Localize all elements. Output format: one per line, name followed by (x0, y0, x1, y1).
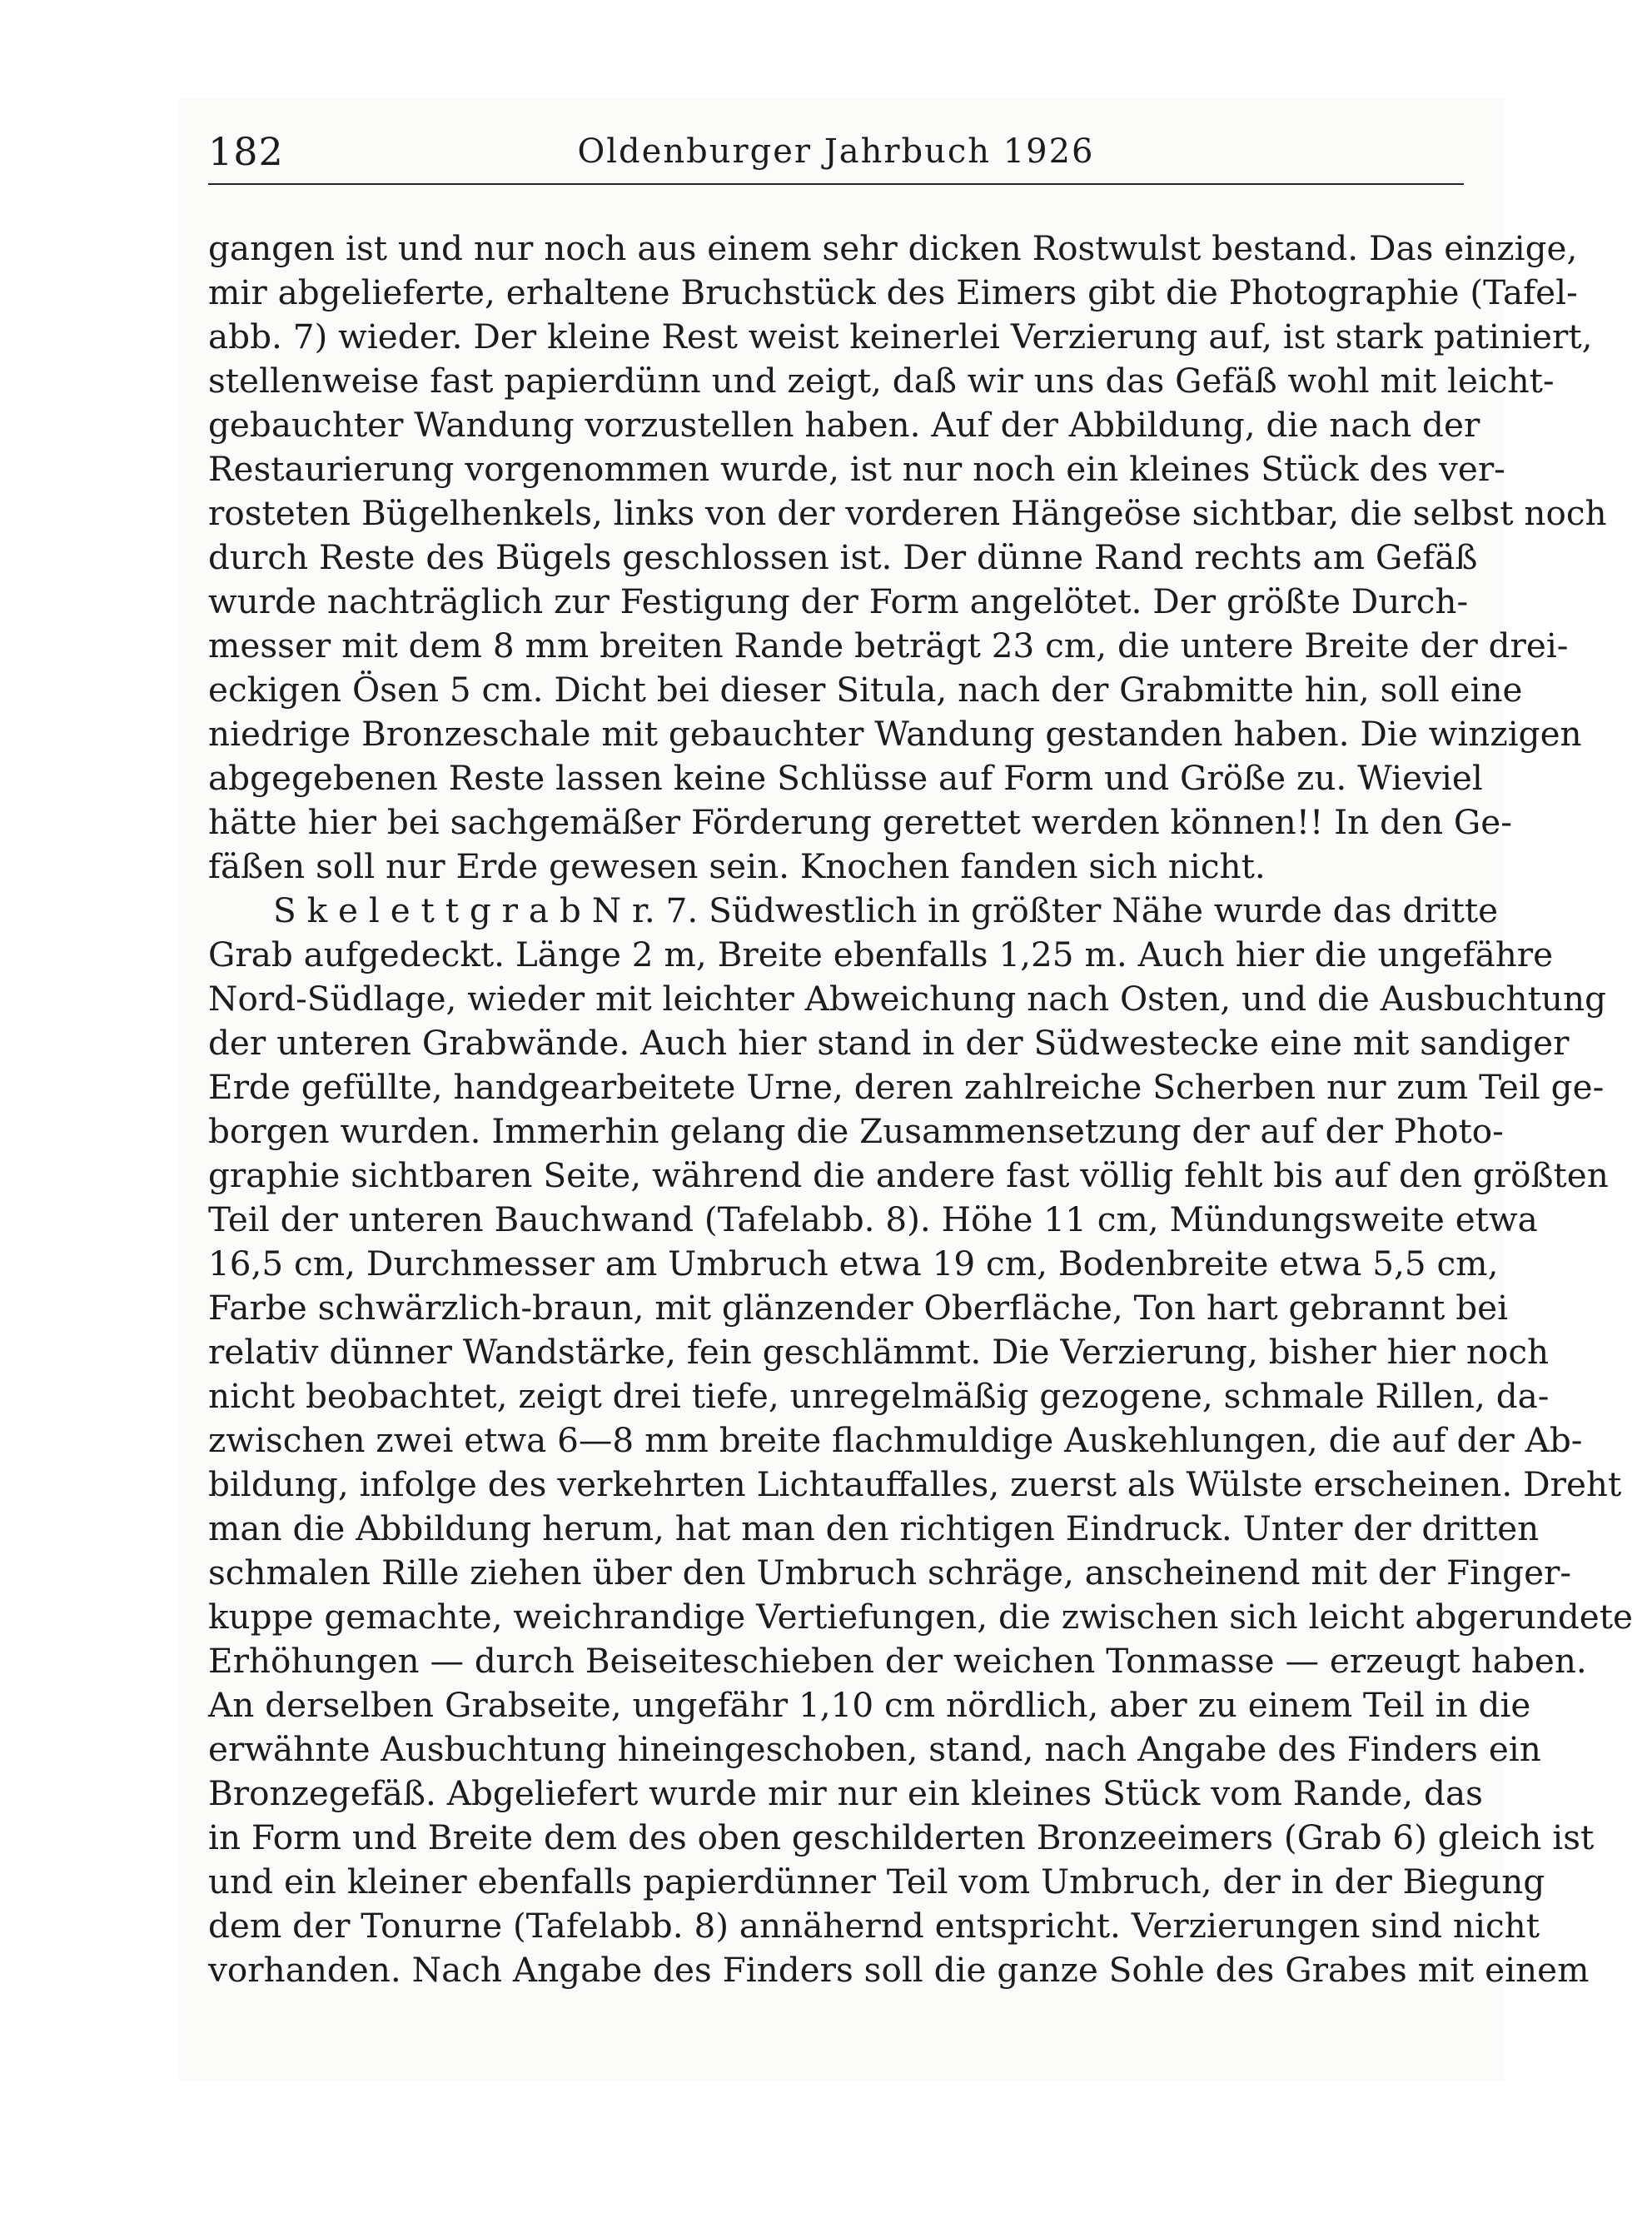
text-line: man die Abbildung herum, hat man den richtigen Eindruck. Unter der dritten (208, 1508, 1540, 1548)
section-heading-line: S k e l e t t g r a b N r. 7. Südwestlich in größter Nähe wurde das dritte (273, 890, 1499, 930)
text-line: niedrige Bronzeschale mit gebauchter Wandung gestanden haben. Die winzigen (208, 714, 1582, 754)
text-line: An derselben Grabseite, ungefähr 1,10 cm nördlich, aber zu einem Teil in die (208, 1685, 1531, 1725)
text-line: durch Reste des Bügels geschlossen ist. Der dünne Rand rechts am Gefäß (208, 537, 1478, 577)
running-title: Oldenburger Jahrbuch 1926 (577, 132, 1095, 171)
page-header (208, 125, 1464, 185)
page-number: 182 (208, 129, 284, 174)
text-line: relativ dünner Wandstärke, fein geschlämmt. Die Verzierung, bisher hier noch (208, 1332, 1550, 1372)
text-line: dem der Tonurne (Tafelabb. 8) annähernd entspricht. Verzierungen sind nicht (208, 1906, 1540, 1946)
text-line: erwähnte Ausbuchtung hineingeschoben, stand, nach Angabe des Finders ein (208, 1729, 1541, 1769)
text-line: schmalen Rille ziehen über den Umbruch schräge, anscheinend mit der Finger- (208, 1553, 1572, 1592)
text-line: gebauchter Wandung vorzustellen haben. Auf der Abbildung, die nach der (208, 405, 1480, 445)
text-line: gangen ist und nur noch aus einem sehr dicken Rostwulst bestand. Das einzige, (208, 228, 1578, 268)
text-line: fäßen soll nur Erde gewesen sein. Knochen fanden sich nicht. (208, 846, 1266, 886)
text-line: mir abgelieferte, erhaltene Bruchstück des Eimers gibt die Photographie (Tafel- (208, 272, 1578, 312)
text-line: Grab aufgedeckt. Länge 2 m, Breite ebenfalls 1,25 m. Auch hier die ungefähre (208, 935, 1554, 974)
text-line: wurde nachträglich zur Festigung der Form angelötet. Der größte Durch- (208, 581, 1469, 621)
header-rule (208, 183, 1464, 185)
text-line: nicht beobachtet, zeigt drei tiefe, unregelmäßig gezogene, schmale Rillen, da- (208, 1376, 1550, 1416)
text-line: bildung, infolge des verkehrten Lichtauffalles, zuerst als Wülste erscheinen. Dreht (208, 1464, 1622, 1504)
text-line: rosteten Bügelhenkels, links von der vorderen Hängeöse sichtbar, die selbst noch (208, 493, 1607, 533)
text-line: hätte hier bei sachgemäßer Förderung gerettet werden können!! In den Ge- (208, 802, 1512, 842)
text-line: abgegebenen Reste lassen keine Schlüsse auf Form und Größe zu. Wieviel (208, 758, 1483, 798)
text-line: zwischen zwei etwa 6—8 mm breite flachmuldige Auskehlungen, die auf der Ab- (208, 1420, 1583, 1460)
text-line: messer mit dem 8 mm breiten Rande beträgt 23 cm, die untere Breite der drei- (208, 626, 1569, 665)
text-line: eckigen Ösen 5 cm. Dicht bei dieser Situla, nach der Grabmitte hin, soll eine (208, 670, 1523, 710)
text-line: Restaurierung vorgenommen wurde, ist nur noch ein kleines Stück des ver- (208, 449, 1505, 489)
text-line: Farbe schwärzlich-braun, mit glänzender Oberfläche, Ton hart gebrannt bei (208, 1288, 1509, 1328)
text-line: kuppe gemachte, weichrandige Vertiefungen, die zwischen sich leicht abgerundete (208, 1597, 1633, 1637)
text-line: Erhöhungen — durch Beiseiteschieben der weichen Tonmasse — erzeugt haben. (208, 1641, 1587, 1681)
text-line: Teil der unteren Bauchwand (Tafelabb. 8). Höhe 11 cm, Mündungsweite etwa (208, 1199, 1538, 1239)
text-line: stellenweise fast papierdünn und zeigt, daß wir uns das Gefäß wohl mit leicht- (208, 361, 1555, 401)
text-line: Nord-Südlage, wieder mit leichter Abweichung nach Osten, und die Ausbuchtung (208, 979, 1606, 1019)
text-line: 16,5 cm, Durchmesser am Umbruch etwa 19 cm, Bodenbreite etwa 5,5 cm, (208, 1244, 1499, 1283)
text-line: und ein kleiner ebenfalls papierdünner Teil vom Umbruch, der in der Biegung (208, 1862, 1545, 1901)
body-text (208, 227, 1633, 1992)
text-line: Erde gefüllte, handgearbeitete Urne, deren zahlreiche Scherben nur zum Teil ge- (208, 1067, 1605, 1107)
text-line: in Form und Breite dem des oben geschilderten Bronzeeimers (Grab 6) gleich ist (208, 1817, 1595, 1857)
text-line: vorhanden. Nach Angabe des Finders soll die ganze Sohle des Grabes mit einem (208, 1950, 1590, 1990)
text-line: Bronzegefäß. Abgeliefert wurde mir nur ein kleines Stück vom Rande, das (208, 1773, 1483, 1813)
text-line: graphie sichtbaren Seite, während die andere fast völlig fehlt bis auf den größten (208, 1155, 1609, 1195)
text-line: der unteren Grabwände. Auch hier stand in der Südwestecke eine mit sandiger (208, 1023, 1570, 1063)
text-line: borgen wurden. Immerhin gelang die Zusammensetzung der auf der Photo- (208, 1111, 1504, 1151)
text-line: abb. 7) wieder. Der kleine Rest weist keinerlei Verzierung auf, ist stark patiniert, (208, 316, 1593, 356)
